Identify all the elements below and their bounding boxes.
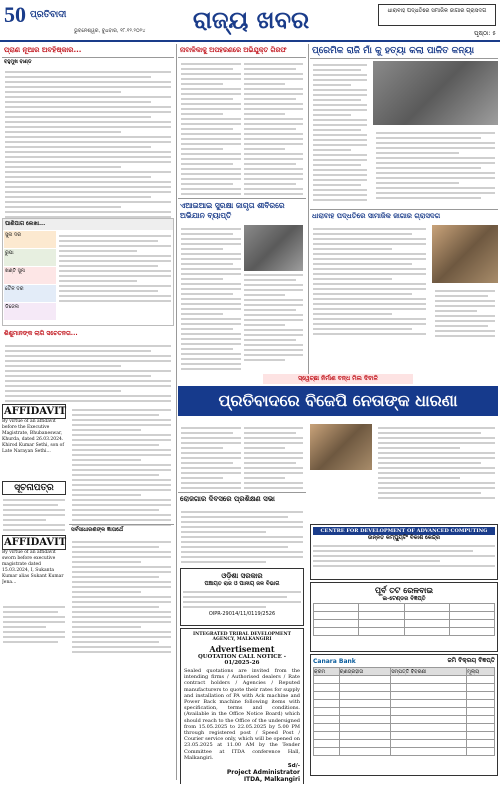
column-divider [308,44,309,374]
railway-ad [310,582,498,652]
quotation-ad-sub: QUOTATION CALL NOTICE - 01/2025-26 [197,654,287,666]
news-photo [244,225,304,271]
mid-headline: ନାବାଳିକାକୁ ଅପହରଣରେ ଅଭିଯୁକ୍ତ ଗିରଫ [178,44,306,58]
mid-lower [178,422,306,784]
right-headline: ପ୍ରେମିକ ରାଜି ମାଁ କୁ ହତ୍ୟା କଲା ପାଳିତ କନ୍ୟା [310,44,498,59]
price-item: ଖଣ୍ଟି ସୁନା [4,267,56,284]
govt-ad [180,568,304,626]
railway-title: ପୂର୍ବ ତଟ ରେଳବାଇ [374,585,434,595]
quotation-ad [180,628,304,784]
affidavit-1-title: AFFIDAVIT [4,406,67,417]
weather-box [2,218,174,326]
left-headline: ପ୍ରାଣ ନୂଆର ଅବହିଷ୍କାର... [2,44,174,58]
cdac-ad [310,524,498,580]
left-story-text [2,66,174,216]
cdac-sub: ଉନ୍ନତ କମ୍ପ୍ୟୁଟିଂ ବିକାଶ କେନ୍ଦ୍ର [367,535,441,541]
news-photo [373,61,498,125]
middle-column [178,44,306,374]
railway-table [313,603,495,636]
masthead [0,0,500,42]
ad-office: ଓଡ଼ିଶା ସରକାର [221,571,263,580]
price-item: ରୁପା [4,249,56,266]
notice-heading: ଶିଶୁମାନଙ୍କ ଲାଗି ସଚେତନତା... [4,330,78,337]
column-divider [176,44,177,780]
weather-title: ପାଣିପାଗ ଲେଖା... [3,219,173,230]
top-right-box: ଧାରାବାହ ପଦ୍ଧତିରେ ସମାଜିକ ଜାଗାର ଗ୍ରାସଦଗ [378,4,496,26]
bank-col-header: କ୍ରମ [314,668,340,676]
right-lower [310,422,498,784]
quotation-sign: Sd/- [287,763,300,770]
logo-name: ପ୍ରତିବାଦୀ [30,10,67,20]
right-story2-headline: ଧାରାବାହ ପଦ୍ଧତିରେ ସାମାଜିକ ଜାଗାର ଗ୍ରାସଦଗ [310,209,498,223]
quotation-ad-text: Sealed quotations are invited from the intending firms / Authorised dealers / Rate contract holders / Agencies / Reputed manufacturers to quote their rates for supply and installation of PA with Ack machine and Power Back machine following items with specification, terms and conditions. (Available in the Office Notice Board) which should reach to the Office of the undersigned from 15.05.2025 to 22.05.2025 by 5.00 PM through registered post / Speed Post / Courier service only, which will be opened on 23.05.2025 at 11.00 AM by the Tender Committee at ITDA conference Hall, Malkangiri. [184,668,300,761]
affidavit-1-text: By virtue of an affidavit before the Executive Magistrate, Bhubaneswar, Khurda, dated 26.03.2024. Khirod Kumar Sethi, son of Late Narayan Sethi... [2,419,65,454]
bank-table [313,667,495,756]
quotation-ad-title: Advertisement [209,644,275,654]
bank-ad [310,654,498,776]
bank-col-header: ମୂଲ୍ୟ [467,668,495,676]
affidavit-2-title: AFFIDAVIT [4,537,67,548]
logo [4,2,72,36]
logo-number: 50 [4,2,26,27]
cdac-title: CENTRE FOR DEVELOPMENT OF ADVANCED COMPUTING [313,527,495,535]
bank-col-header: ଋଣଗ୍ରହୀତା [339,668,391,676]
affidavit-2-text: By virtue of an affidavit sworn before executive magistrate dated 15.03.2024, I, Sukanta Kumar alias Sukant Kumar Jena... [2,550,64,585]
ad-office-sub: ପଞ୍ଚାୟତ ରାଜ ଓ ପାନୀୟ ଜଳ ବିଭାଗ [204,581,280,587]
notice-2-title: ସୂଚନାପତ୍ର [2,481,66,495]
bank-col-header: ସମ୍ପତ୍ତି ବିବରଣୀ [391,668,467,676]
quotation-place: ITDA, Malkangiri [243,776,300,784]
mid-story2-headline: ଏଆଇଆଇ ସୁରକ୍ଷା ଜାଗୃତା ଶୀବିରରେ ଅଭିଯାନ ବ୍ୟାପ୍ତି [178,198,306,223]
bank-name: Canara Bank [313,657,356,665]
banner-small: ସ୍ୱେଚ୍ଛା ନିର୍ମାଣ ବନ୍ଧ ମିଲ ଦିବାଳି [263,374,413,384]
price-item: ତୈଳ ଦର [4,285,56,302]
right-column [310,44,498,374]
mid-story3-headline: ରୋଜଗାର ଦିବସରେ ପ୍ରଶିକ୍ଷଣ ସଭା [178,492,306,506]
left-column [2,44,174,784]
left-byline: ବହୁମୁଖ ବାଣ୍ଡ [4,59,32,65]
big-banner: ପ୍ରତିବାଦରେ ବିଜେପି ନେତାଙ୍କ ଧାରଣା [178,386,498,416]
date-line: ଭୁବନେଶ୍ୱର, ବୁଧବାର, ୧୮.୧୨.୨୦୨୪ [74,28,146,34]
news-photo [310,424,372,470]
section-title: ରାଜ୍ୟ ଖବର [192,6,310,34]
railway-sub: ଇ-ଟେଣ୍ଡର ବିଜ୍ଞପ୍ତି [382,596,426,602]
bank-notice: ଜମି ବିକ୍ରୟ ବିଜ୍ଞପ୍ତି [447,657,495,664]
price-item: ଡିଜେଲ [4,303,56,320]
news-photo [432,225,498,283]
price-item: ସୁନା ଦର [4,231,56,248]
quotation-org: INTEGRATED TRIBAL DEVELOPMENT AGENCY, MALKANGIRI [193,632,291,642]
ad-office-ref: OIPR-29014/11/0119/2526 [208,611,276,617]
page-label: ପୃଷ୍ଠା: ୫ [474,30,496,37]
banner-area [178,374,498,420]
quotation-designation: Project Administrator [226,769,300,777]
bottom-notice: ସର୍ବସାଧାରଣଙ୍କ ଜ୍ଞାତାର୍ଥେ [69,524,174,536]
